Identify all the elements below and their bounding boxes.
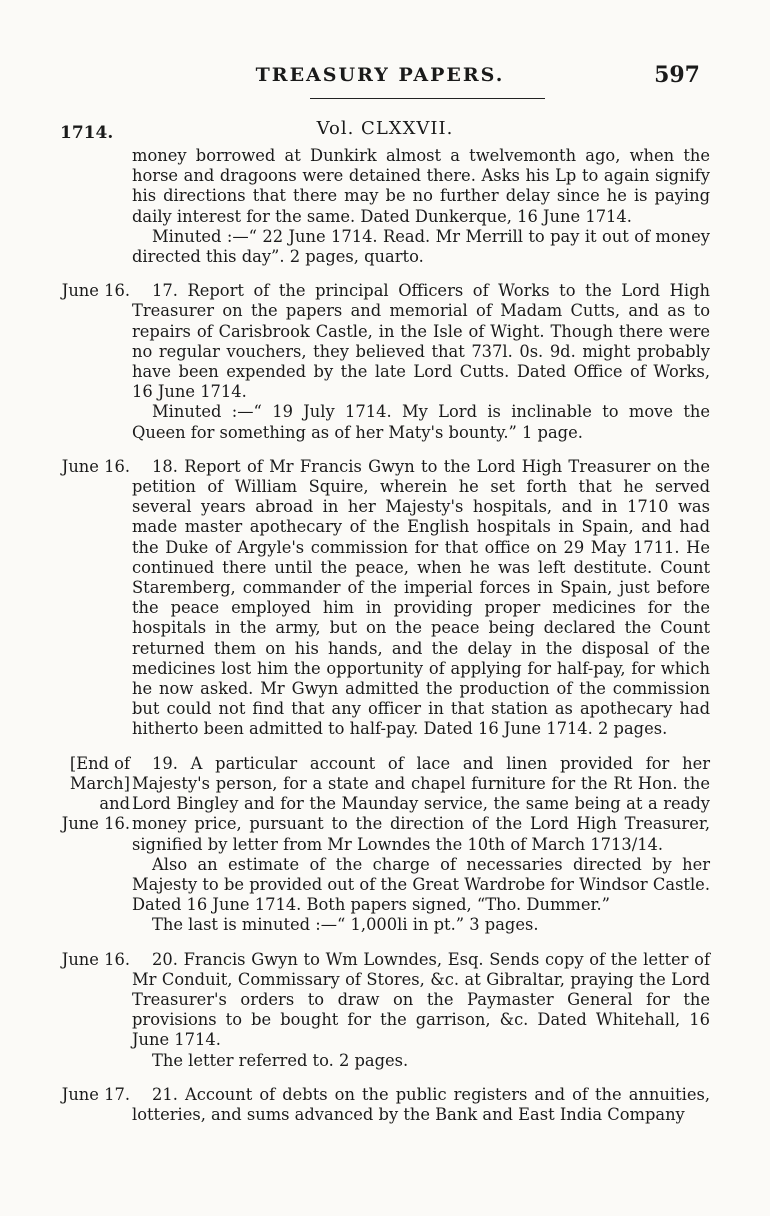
entry-minute: Minuted :—“ 19 July 1714. My Lord is inclinable to move the Queen for something as of her Maty's bounty.” 1 page. xyxy=(132,402,710,442)
continued-entry xyxy=(132,146,710,267)
page-number: 597 xyxy=(654,62,700,88)
entry-date: June 16. xyxy=(61,281,130,301)
entry-text: 21. Account of debts on the public registers and of the annuities, lotteries, and sums advanced by the Bank and East India Company xyxy=(132,1084,710,1124)
entry-date: June 16. xyxy=(61,456,130,476)
entry-17 xyxy=(60,281,710,443)
entry-text: 17. Report of the principal Officers of Works to the Lord High Treasurer on the papers and memorial of Madam Cutts, and as to repairs of Carisbrook Castle, in the Isle of Wight. Though there were no regular vouchers, they believed that 737l. 0s. 9d. might probably have been expended by the late Lord Cutts. Dated Office of Works, 16 June 1714. xyxy=(132,281,710,402)
entry-18 xyxy=(60,457,710,740)
entry-19 xyxy=(60,754,710,936)
entry-minute: The letter referred to. 2 pages. xyxy=(152,1050,409,1070)
entry-minute: Minuted :—“ 22 June 1714. Read. Mr Merrill to pay it out of money directed this day”. 2 pages, quarto. xyxy=(132,226,710,267)
entry-date: [End of March] and June 16. xyxy=(61,753,130,834)
entry-text: 20. Francis Gwyn to Wm Lowndes, Esq. Sends copy of the letter of Mr Conduit, Commissary of Stores, &c. at Gibraltar, praying the Lord Treasurer's orders to draw on the Paymaster General for the provisions to be bought for the garrison, &c. Dated Whitehall, 16 June 1714. xyxy=(132,949,710,1050)
page-header xyxy=(60,62,700,92)
running-title: TREASURY PAPERS. xyxy=(255,64,505,86)
entry-date: June 17. xyxy=(61,1084,130,1104)
page-body xyxy=(60,146,710,1139)
year-marker: 1714. xyxy=(60,123,114,143)
entry-continuation: Also an estimate of the charge of necessaries directed by her Majesty to be provided out of the Great Wardrobe for Windsor Castle. Dated 16 June 1714. Both papers signed, “Tho. Dummer.” xyxy=(132,854,710,915)
entry-21 xyxy=(60,1085,710,1125)
volume-heading: Vol. CLXXVII. xyxy=(316,118,454,139)
entry-text: 19. A particular account of lace and linen provided for her Majesty's person, for a state and chapel furniture for the Rt Hon. the Lord Bingley and for the Maunday service, the same being at a ready money price, pursuant to the direction of the Lord High Treasurer, signified by letter from Mr Lowndes the 10th of March 1713/14. xyxy=(132,753,710,854)
header-rule xyxy=(310,98,545,99)
entry-minute: The last is minuted :—“ 1,000li in pt.” 3 pages. xyxy=(152,915,539,935)
entry-20 xyxy=(60,950,710,1071)
entry-date: June 16. xyxy=(61,949,130,969)
entry-text: money borrowed at Dunkirk almost a twelvemonth ago, when the horse and dragoons were detained there. Asks his Lp to again signify his directions that there may be no further delay since he is paying daily interest for the same. Dated Dunkerque, 16 June 1714. xyxy=(132,146,710,226)
entry-text: 18. Report of Mr Francis Gwyn to the Lord High Treasurer on the petition of William Squire, wherein he set forth that he served several years abroad in her Majesty's hospitals, and in 1710 was made master apothecary of the English hospitals in Spain, and had the Duke of Argyle's commission for that office on 29 May 1711. He continued there until the peace, when he was left destitute. Count Staremberg, commander of the imperial forces in Spain, just before the peace employed him in providing proper medicines for the hospitals in the army, but on the peace being declared the Count returned them on his hands, and the delay in the disposal of the medicines lost him the opportunity of applying for half-pay, for which he now asked. Mr Gwyn admitted the production of the commission but could not find that any officer in that station as apothecary had hitherto been admitted to half-pay. Dated 16 June 1714. 2 pages. xyxy=(132,456,710,739)
